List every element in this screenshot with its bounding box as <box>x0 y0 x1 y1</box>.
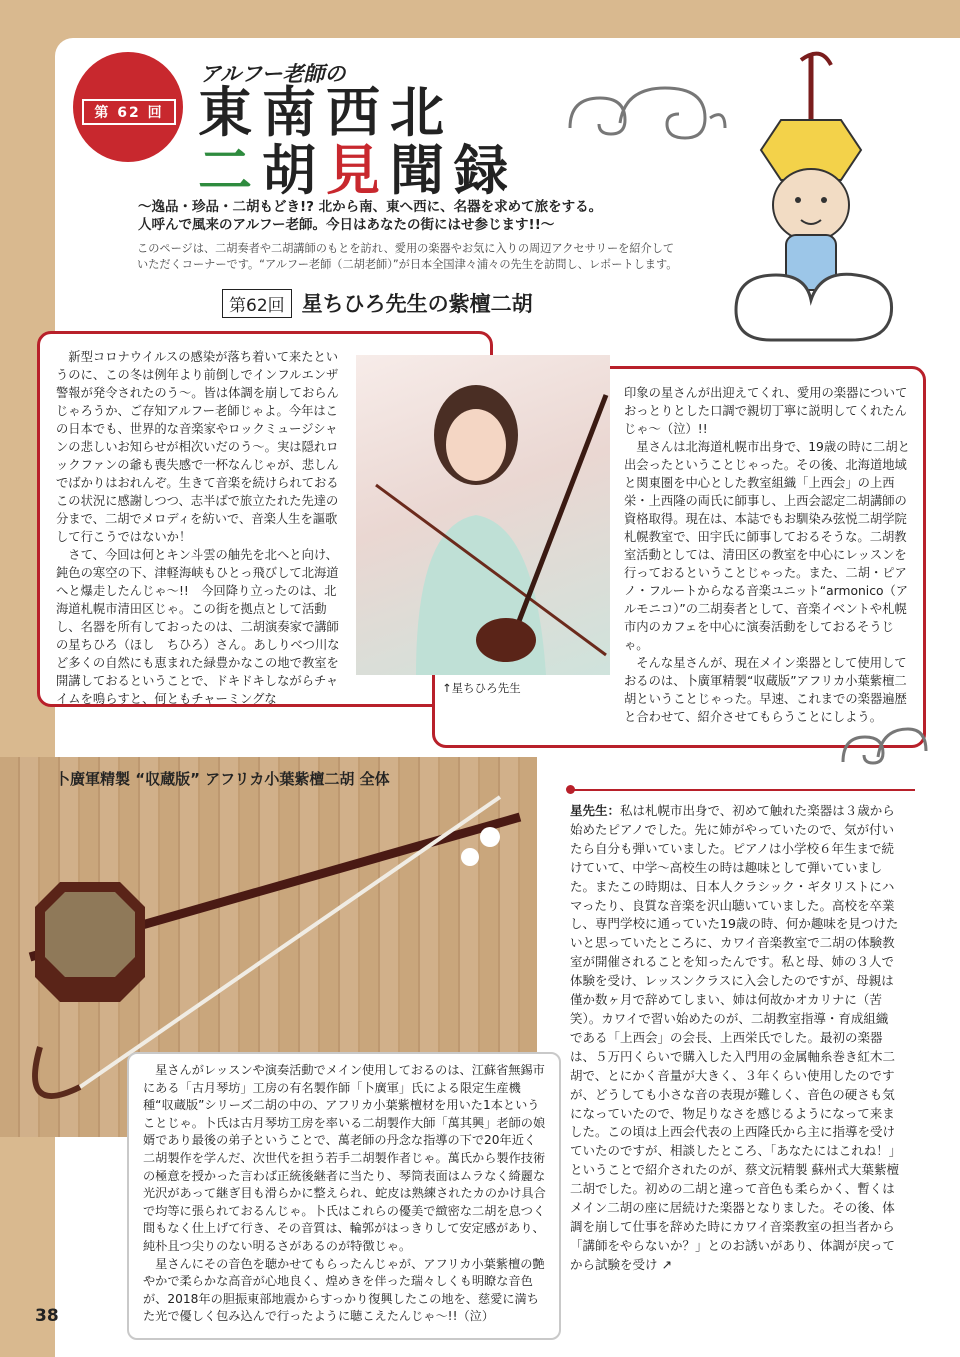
subtitle-block <box>138 198 602 234</box>
interview-text <box>570 802 900 1275</box>
paragraph: さて、今回は何とキン斗雲の舳先を北へと向け、鈍色の寒空の下、津軽海峡もひとっ飛びして北海道へと爆走したんじゃ～!! 今回降り立ったのは、北海道札幌市清田区じゃ。この街を拠点として活動し、名器を所有しておったのは、二胡演奏家で講師の星ちひろ（ほし ちひろ）さん。あしりべつ川など多くの自然にも恵まれた緑豊かなこの地で教室を開講しておるということで、ドキドキしながらチャイムを鳴らすと、何ともチャーミングな <box>56 548 340 706</box>
subtitle-line2: 人呼んで風来のアルフー老師。今日はあなたの街にはせ参じます!!～ <box>138 217 555 233</box>
title-char-ko: 胡 <box>262 138 326 202</box>
issue-badge: 第 62 回 <box>82 99 176 125</box>
photo-caption: ↑星ちひろ先生 <box>442 681 521 695</box>
interview-body: 私は札幌市出身で、初めて触れた楽器は３歳から始めたピアノでした。先に姉がやっていたので、気が付いたら自分も弾いていました。ピアノは小学校６年生まで続けていて、中学～高校生の時は趣味として弾いていました。またこの時期は、日本人クラシック・ギタリストにハマったり、良質な音楽を沢山聴いていました。高校を卒業し、専門学校に通っていた19歳の時、何か趣味を見つけたいと思っていたところに、カワイ音楽教室で二胡の体験教室が開催されることを知ったんです。私と母、姉の３人で体験を受け、レッスンクラスに入会したのですが、母親は僅か数ヶ月で辞めてしまい、姉は何故かオカリナに（苦笑）。カワイで習い始めたのが、二胡教室指導・育成組織である「上西会」の会長、上西栄氏でした。最初の楽器は、５万円くらいで購入した入門用の金属軸糸巻き紅木二胡で、とにかく音量が大きく、３年くらい使用したのですが、どうしても小さな音の表現が難しく、音色の硬さも気になっていたので、物足りなさを感じるようになって来ました。この頃は上西会代表の上西隆氏から主に指導を受けていたのですが、相談したところ、「あなたにはこれね！」ということで紹介されたのが、蔡文沅精製 蘇州式大葉紫檀二胡でした。初めの二胡と違って音色も柔らかく、暫くはメイン二胡の座に居続けた楽器となりました。その後、体調を崩して仕事を辞めた時にカワイ音楽教室の担当者から「講師をやらないか？」とのお誘いがあり、体調が戻ってから試験を受け ↗ <box>570 803 899 1272</box>
speaker-label: 星先生： <box>570 803 621 818</box>
article-column-left <box>56 348 348 708</box>
interview-divider <box>570 789 915 791</box>
cloud-ornament-small-icon <box>838 722 928 772</box>
paragraph: そんな星さんが、現在メイン楽器として使用しておるのは、卜廣軍精製“収蔵版”アフリカ小葉紫檀二胡ということじゃった。早速、これまでの楽器遍歴と合わせて、紹介させてもらうことにしよう。 <box>624 656 907 724</box>
paragraph: 星さんがレッスンや演奏活動でメイン使用しておるのは、江蘇省無錫市にある「古月琴坊」工房の有名製作師「卜廣軍」氏による限定生産機種“収蔵版”シリーズ二胡の中の、アフリカ小葉紫檀材を用いた1本ということじゃ。卜氏は古月琴坊工房を率いる二胡製作大師「萬其興」老師の娘婿であり最後の弟子ということで、萬老師の丹念な指導の下で20年近く二胡製作を学んだ、次世代を担う若手二胡製作者じゃ。萬氏から製作技術の極意を授かった言わば正統後継者に当たり、琴筒表面はムラなく綺麗な光沢があって継ぎ目も滑らかに整えられ、蛇皮は熟練されたカのかけ具合で均等に張られておるんじゃ。卜氏はこれらの優美で緻密な二胡を息つく間もなく仕上げて行き、その音質は、輪郭がはっきりして安定感があり、純朴且つ尖りのない明るさがあるのが特徴じゃ。 <box>143 1063 546 1253</box>
cloud-ornament-icon <box>560 78 730 148</box>
instrument-text <box>143 1062 547 1326</box>
intro-line2: いただくコーナーです。“アルフー老師（二胡老師）”が日本全国津々浦々の先生を訪問し、レポートします。 <box>137 258 678 271</box>
paragraph: 新型コロナウイルスの感染が落ち着いて来たというのに、この冬は例年より前倒しでインフルエンザ警報が発令されたのう～。皆は体調を崩しておらんじゃろうか、ご存知アルフー老師じゃよ。今年はこの日本でも、世界的な音楽家やロックミュージシャンの悲しいお知らせが相次いだのう～。実は隠れロックファンの爺も喪失感で一杯なんじゃが、悲しんでばかりはおれんぞ。生きて音楽を続けられておるこの状況に感謝しつつ、志半ばで旅立たれた先達の分まで、二胡でメロディを紡いで、音楽人生を謳歌して行こうではないか！ <box>56 350 339 544</box>
episode-number: 第62回 <box>222 289 292 318</box>
teacher-photo <box>356 355 610 675</box>
title-line2 <box>198 140 518 200</box>
episode-title: 星ちひろ先生の紫檀二胡 <box>301 292 533 316</box>
title-char-bunroku: 聞録 <box>390 138 518 202</box>
title-char-ken: 見 <box>326 138 390 202</box>
interview-divider-dot <box>566 785 575 794</box>
title-char-ni: 二 <box>198 138 262 202</box>
intro-block <box>137 241 677 273</box>
teacher-portrait-icon <box>356 355 610 675</box>
title-line1: 東南西北 <box>198 80 454 144</box>
subtitle-line1: ～逸品・珍品・二胡もどき!? 北から南、東へ西に、名器を求めて旅をする。 <box>138 199 603 215</box>
paragraph: 印象の星さんが出迎えてくれ、愛用の楽器についておっとりとした口調で親切丁寧に説明してくれたんじゃ～（泣）!! <box>624 386 908 436</box>
instrument-caption: 卜廣軍精製 “収蔵版” アフリカ小葉紫檀二胡 全体 <box>55 770 390 788</box>
mascot-character-icon <box>716 40 916 360</box>
paragraph: 星さんは北海道札幌市出身で、19歳の時に二胡と出会ったということじゃった。その後、北海道地域と関東圏を中心とした教室組織「上西会」の上西栄・上西隆の両氏に師事し、上西会認定二胡講師の資格取得。現在は、本誌でもお馴染み弦悦二胡学院札幌教室で、田宇氏に師事しておるそうな。二胡教室活動としては、清田区の教室を中心にレッスンを行っておるということじゃった。また、二胡・ピアノ・フルートからなる音楽ユニット“armonico（アルモニコ）”の二胡奏者として、音楽イベントや札幌市内のカフェを中心に演奏活動をしておるそうじゃ。 <box>624 440 910 652</box>
intro-line1: このページは、二胡奏者や二胡講師のもとを訪れ、愛用の楽器やお気に入りの周辺アクセサリーを紹介して <box>137 242 675 255</box>
paragraph: 星さんにその音色を聴かせてもらったんじゃが、アフリカ小葉紫檀の艶やかで柔らかな高音が心地良く、煌めきを伴った瑞々しくも明瞭な音色が、2018年の胆振東部地震からすっかり復興したこの地を、慈愛に満ちた光で優しく包み込んで行ったように聴こえたんじゃ～!!（泣） <box>143 1256 545 1324</box>
page-number: 38 <box>35 1306 59 1326</box>
article-column-right <box>624 384 910 726</box>
title-kicker: アルフー老師の <box>200 62 346 86</box>
episode-heading <box>222 288 533 318</box>
